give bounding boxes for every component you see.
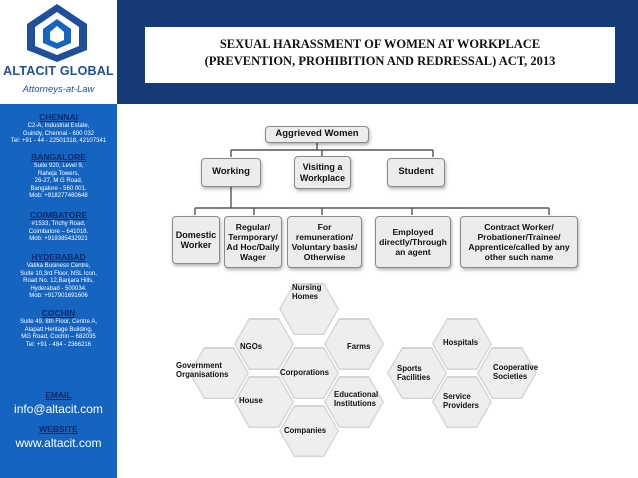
title-line-1: SEXUAL HARASSMENT OF WOMEN AT WORKPLACE (219, 37, 541, 51)
node-visiting-workplace: Visiting a Workplace (294, 156, 351, 189)
label-educational-institutions: Educational Institutions (334, 390, 379, 408)
node-employed-directly: Employed directly/Through an agent (375, 216, 451, 268)
email-link[interactable]: info@altacit.com (14, 402, 103, 416)
office-city: HYDERABAD (31, 252, 86, 262)
label-government-organisations: Government Organisations (176, 361, 229, 379)
office-chennai (0, 112, 117, 146)
brand-name: ALTACIT GLOBAL (3, 64, 114, 78)
office-address-line: Bangalore - 560 001. (30, 185, 87, 192)
website-link[interactable]: www.altacit.com (15, 436, 102, 450)
office-address-line: Road No. 12,Banjara Hills, (23, 278, 94, 285)
label-cooperative-societies: Cooperative Societies (493, 363, 539, 381)
office-phone: Tel: +91 - 484 - 2366216 (25, 341, 92, 348)
office-bangalore (0, 152, 117, 201)
label-farms: Farms (347, 342, 371, 351)
label-service-providers: Service Providers (443, 392, 479, 410)
brand-tagline: Attorneys-at-Law (22, 84, 95, 95)
label-sports-facilities: Sports Facilities (397, 364, 431, 382)
email-heading: EMAIL (45, 390, 72, 400)
office-address-line: Suite 920, Level 9, (33, 163, 84, 169)
office-address-line: Suite 10,3rd Floor, NSL Icon, (20, 270, 97, 277)
office-city: CHENNAI (39, 112, 78, 122)
altacit-logo-icon (13, 2, 101, 64)
office-address-line: Raheja Towers, (37, 170, 80, 177)
office-hyderabad (0, 252, 117, 301)
label-ngos: NGOs (240, 342, 263, 351)
office-coimbatore (0, 210, 117, 244)
node-student: Student (387, 158, 445, 187)
label-companies: Companies (284, 426, 327, 435)
office-address-line: MG Road, Cochin – 682035 (21, 334, 96, 341)
node-working: Working (201, 158, 261, 187)
connector-lines (117, 104, 638, 478)
office-address-line: Vatika Business Centre, (26, 263, 91, 269)
office-phone: Mob: +918277460648 (29, 193, 88, 200)
page-title (145, 27, 615, 83)
office-address-line: #1533, Trichy Road, (31, 221, 86, 227)
office-phone: Tel: +91 - 44 - 22501318, 42107341 (10, 138, 107, 145)
node-remuneration: For remuneration/ Voluntary basis/ Otherwise (287, 216, 362, 268)
node-aggrieved-women: Aggrieved Women (265, 126, 369, 143)
node-contract-worker: Contract Worker/ Probationer/Trainee/ Apprentice/called by any other such name (460, 216, 578, 268)
office-address-line: Coimbatore – 641018. (28, 228, 89, 235)
office-city: COCHIN (41, 308, 76, 318)
office-phone: Mob: +917901691606 (29, 293, 88, 300)
title-line-2: (PREVENTION, PROHIBITION AND REDRESSAL) ACT, 2013 (204, 54, 556, 68)
office-cochin (0, 308, 117, 349)
office-phone: Mob: +919385432921 (29, 236, 88, 243)
node-domestic-worker: Domestic Worker (172, 216, 220, 264)
office-address-line: Alapatt Heritage Building, (24, 326, 93, 333)
office-address-line: Suite 49, 8th Floor, Centre A, (19, 319, 98, 325)
office-city: COIMBATORE (29, 210, 88, 220)
label-nursing-homes: Nursing Homes (292, 283, 322, 301)
node-regular-temporary: Regular/ Termporary/ Ad Hoc/Daily Wager (224, 216, 282, 268)
office-address-line: C2-A, Industrial Estate, (27, 123, 90, 129)
label-house: House (239, 396, 263, 405)
website-heading: WEBSITE (39, 424, 78, 434)
label-hospitals: Hospitals (443, 338, 479, 347)
logo-area (0, 0, 117, 104)
label-corporations: Corporations (280, 368, 329, 377)
sidebar (0, 0, 117, 478)
office-address-line: Guindy, Chennai - 600 032 (22, 130, 95, 137)
office-city: BANGALORE (31, 152, 86, 162)
office-address-line: Hyderabad - 500034. (30, 285, 87, 292)
office-address-line: 26-27, M G Road, (34, 178, 83, 185)
